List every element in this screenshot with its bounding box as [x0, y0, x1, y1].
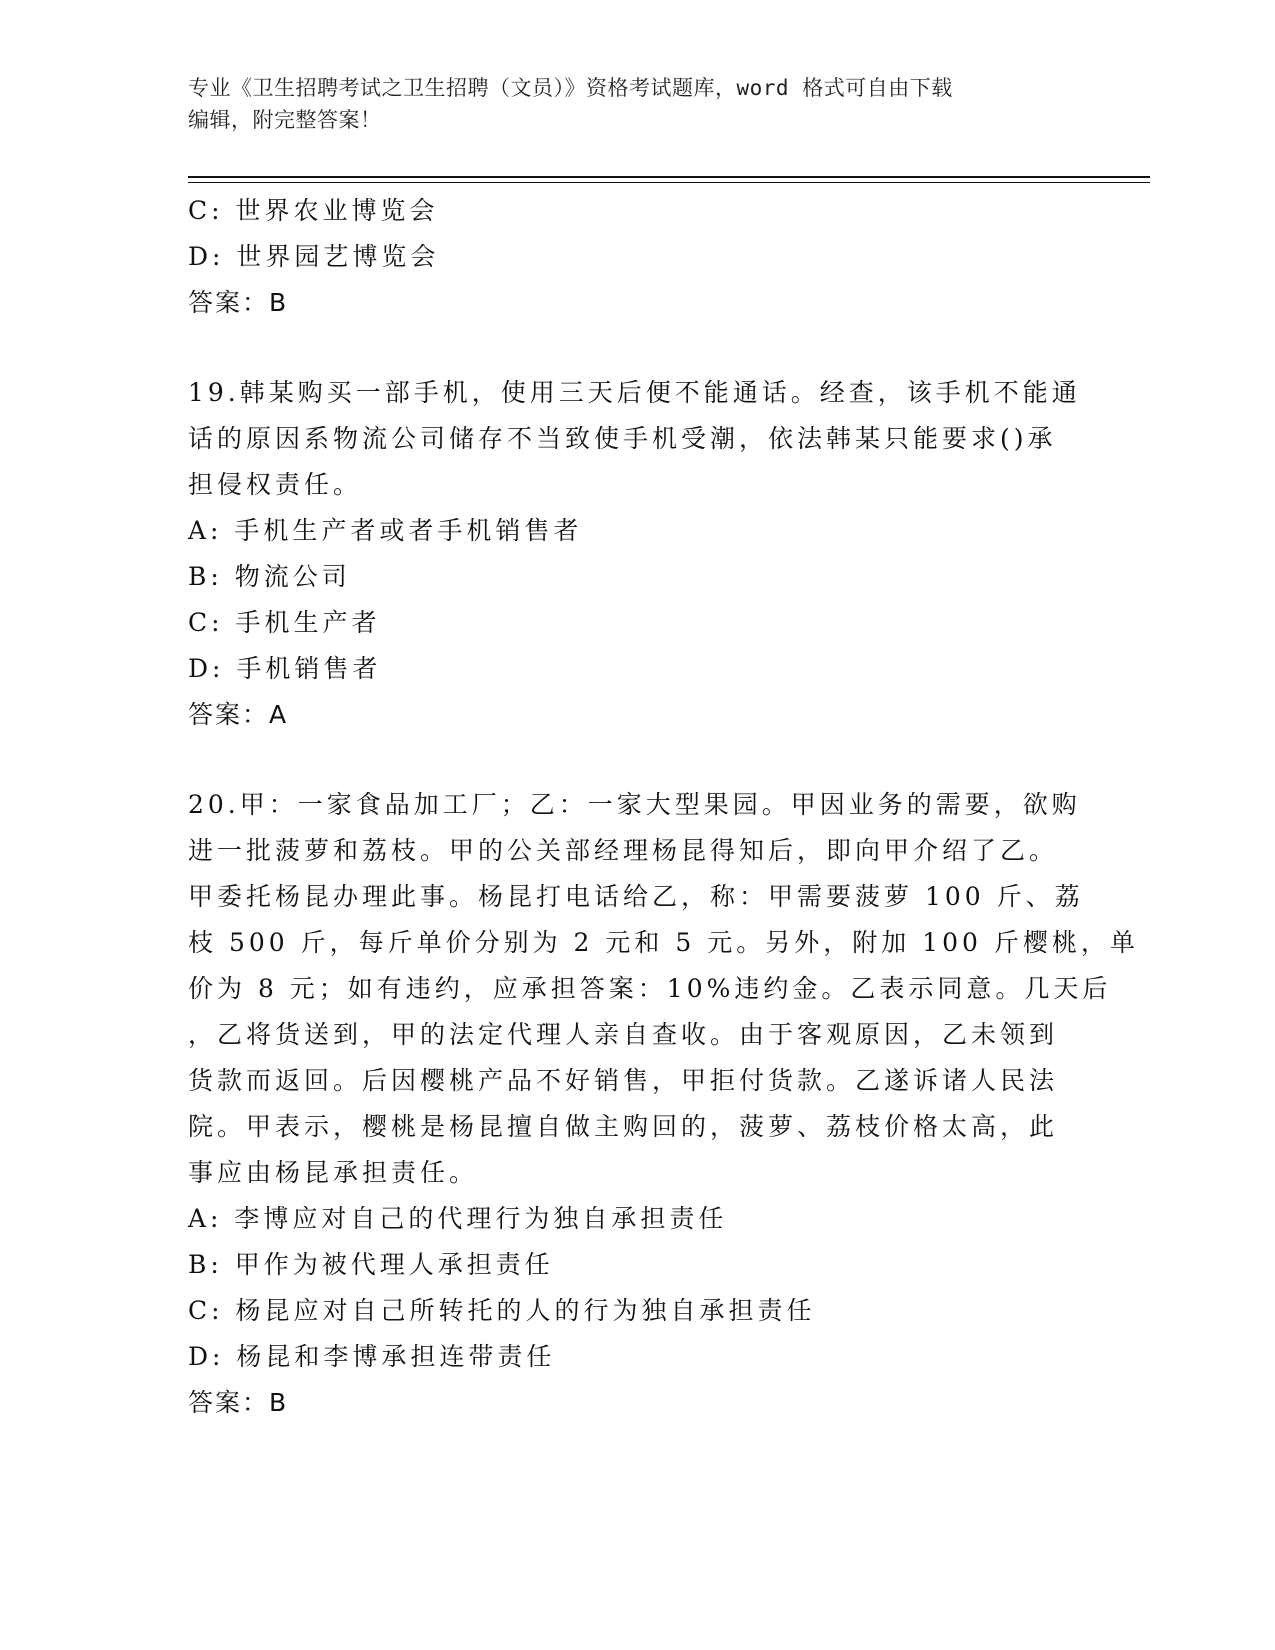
question-18-tail [188, 188, 1088, 326]
option-d: D: 世界园艺博览会 [188, 242, 440, 271]
question-text-line: 价为 8 元；如有违约，应承担答案：10%违约金。乙表示同意。几天后 [188, 974, 1112, 1003]
option-d: D: 杨昆和李博承担连带责任 [188, 1342, 556, 1371]
header-divider-thick [188, 176, 1150, 178]
question-text-line: 事应由杨昆承担责任。 [188, 1158, 479, 1187]
option-c: C: 杨昆应对自己所转托的人的行为独自承担责任 [188, 1296, 816, 1325]
question-text-line: 进一批菠萝和荔枝。甲的公关部经理杨昆得知后，即向甲介绍了乙。 [188, 836, 1059, 865]
question-text-line: 话的原因系物流公司储存不当致使手机受潮，依法韩某只能要求()承 [188, 424, 1057, 453]
answer-line: 答案：B [188, 1388, 289, 1417]
option-b: B: 物流公司 [188, 562, 351, 591]
option-c: C: 手机生产者 [188, 608, 381, 637]
answer-line: 答案：A [188, 700, 289, 729]
question-20 [188, 782, 1139, 1426]
question-text-line: 甲委托杨昆办理此事。杨昆打电话给乙，称：甲需要菠萝 100 斤、荔 [188, 882, 1084, 911]
question-19 [188, 370, 1088, 738]
header-line-1: 专业《卫生招聘考试之卫生招聘（文员）》资格考试题库，word 格式可自由下载 [188, 76, 953, 100]
question-text-line: 货款而返回。后因樱桃产品不好销售，甲拒付货款。乙遂诉诸人民法 [188, 1066, 1059, 1095]
header-divider-thin [188, 182, 1150, 183]
option-a: A: 手机生产者或者手机销售者 [188, 516, 583, 545]
question-text-line: 20.甲：一家食品加工厂；乙：一家大型果园。甲因业务的需要，欲购 [188, 790, 1081, 819]
document-body [188, 188, 1139, 1426]
spacer [188, 326, 1088, 370]
question-text-line: ，乙将货送到，甲的法定代理人亲自查收。由于客观原因，乙未领到 [188, 1020, 1059, 1049]
spacer [188, 738, 1088, 782]
option-c: C: 世界农业博览会 [188, 196, 439, 225]
document-header [188, 72, 1068, 136]
header-line-2: 编辑，附完整答案！ [188, 108, 382, 132]
question-text-line: 院。甲表示，樱桃是杨昆擅自做主购回的，菠萝、荔枝价格太高，此 [188, 1112, 1059, 1141]
question-text-line: 19.韩某购买一部手机，使用三天后便不能通话。经查，该手机不能通 [188, 378, 1081, 407]
option-b: B: 甲作为被代理人承担责任 [188, 1250, 554, 1279]
answer-line: 答案：B [188, 288, 289, 317]
option-a: A: 李博应对自己的代理行为独自承担责任 [188, 1204, 728, 1233]
question-text-line: 枝 500 斤，每斤单价分别为 2 元和 5 元。另外，附加 100 斤樱桃，单 [188, 928, 1139, 957]
option-d: D: 手机销售者 [188, 654, 382, 683]
question-text-line: 担侵权责任。 [188, 470, 363, 499]
